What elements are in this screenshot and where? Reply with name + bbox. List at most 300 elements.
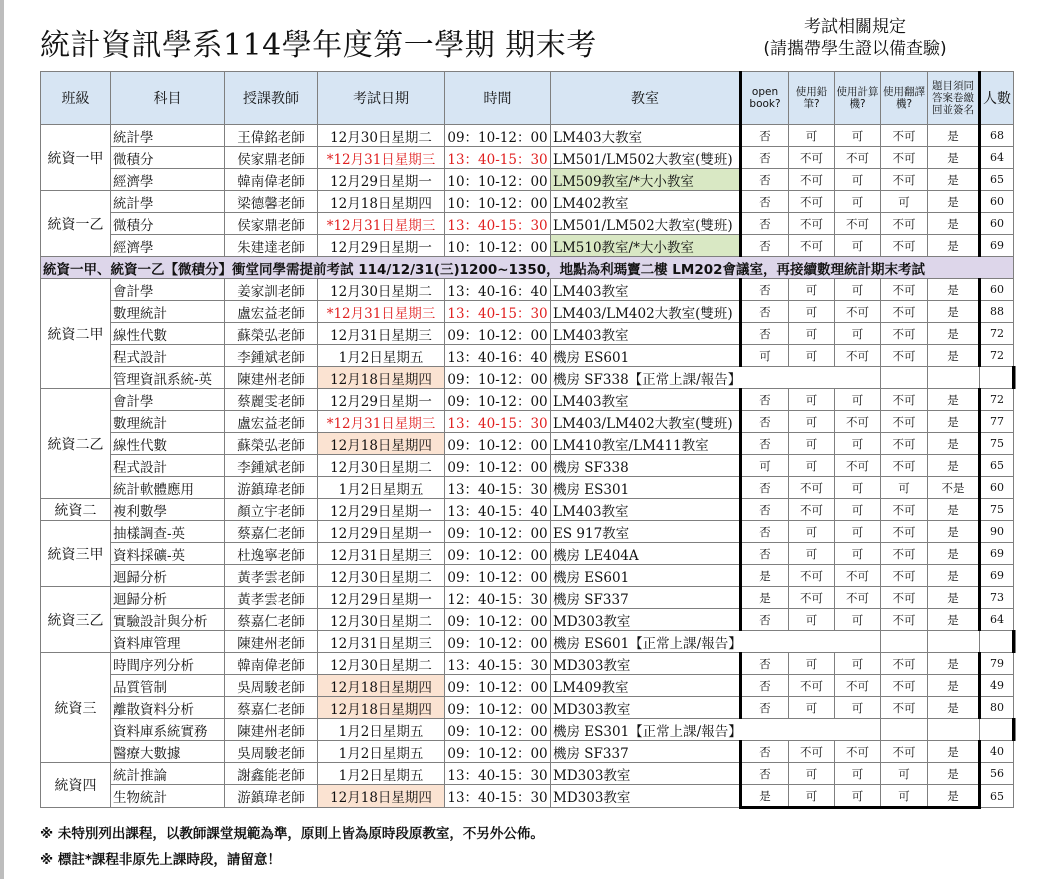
- date-cell: *12月31日星期三: [318, 301, 445, 323]
- count-cell: 64: [980, 147, 1014, 169]
- rule-cell: [980, 631, 1014, 653]
- teacher-cell: 侯家鼎老師: [225, 147, 318, 169]
- time-cell: 13：40-15：30: [445, 785, 551, 808]
- date-cell: *12月31日星期三: [318, 411, 445, 433]
- count-cell: 75: [980, 433, 1014, 455]
- rule-cell: [881, 631, 928, 653]
- date-cell: *12月31日星期三: [318, 147, 445, 169]
- translator-cell: 可: [881, 785, 928, 808]
- return-sign-cell: 是: [928, 125, 980, 147]
- table-row: [41, 543, 1016, 565]
- return-sign-cell: 是: [928, 565, 980, 587]
- subject-cell: 經濟學: [111, 235, 225, 257]
- calculator-cell: 可: [835, 785, 881, 808]
- calculator-cell: 可: [835, 499, 881, 521]
- room-cell: MD303教室: [551, 653, 741, 675]
- room-cell: 機房 LE404A: [551, 543, 741, 565]
- room-cell: LM403教室: [551, 389, 741, 411]
- count-cell: 65: [980, 785, 1014, 808]
- pencil-cell: 可: [789, 763, 835, 785]
- return-sign-cell: 是: [928, 609, 980, 631]
- date-cell: 12月18日星期四: [318, 191, 445, 213]
- count-cell: 72: [980, 345, 1014, 367]
- calculator-cell: 可: [835, 433, 881, 455]
- open-book-cell: 否: [741, 169, 789, 191]
- table-row: [41, 499, 1016, 521]
- open-book-cell: 否: [741, 609, 789, 631]
- teacher-cell: 韓南偉老師: [225, 653, 318, 675]
- translator-cell: 不可: [881, 455, 928, 477]
- room-cell: LM403/LM402大教室(雙班): [551, 411, 741, 433]
- time-cell: 09：10-12：00: [445, 741, 551, 763]
- translator-cell: 可: [881, 477, 928, 499]
- translator-cell: 不可: [881, 411, 928, 433]
- count-cell: 65: [980, 169, 1014, 191]
- calculator-cell: 不可: [835, 213, 881, 235]
- rule-cell: [980, 367, 1014, 389]
- class-cell: 統資三甲: [41, 521, 111, 587]
- table-row: [41, 367, 1016, 389]
- table-row: [41, 455, 1016, 477]
- table-row: [41, 609, 1016, 631]
- rules-header-line2: (請攜帶學生證以備查驗): [763, 39, 947, 59]
- table-row: [41, 301, 1016, 323]
- room-cell: LM410教室/LM411教室: [551, 433, 741, 455]
- room-cell: 機房 ES301: [551, 477, 741, 499]
- count-cell: [1014, 631, 1016, 653]
- pencil-cell: 不可: [789, 191, 835, 213]
- table-row: [41, 323, 1016, 345]
- time-cell: 09：10-12：00: [445, 125, 551, 147]
- translator-cell: 可: [881, 191, 928, 213]
- translator-cell: 可: [881, 763, 928, 785]
- teacher-cell: 黃孝雲老師: [225, 587, 318, 609]
- table-row: [41, 653, 1016, 675]
- calculator-cell: 可: [835, 125, 881, 147]
- class-cell: 統資一甲: [41, 125, 111, 191]
- count-cell: 77: [980, 411, 1014, 433]
- open-book-cell: 是: [741, 785, 789, 808]
- table-row: [41, 587, 1016, 609]
- table-body-first-year: [41, 125, 1016, 257]
- room-cell: MD303教室: [551, 609, 741, 631]
- time-cell: 13：40-15：30: [445, 411, 551, 433]
- return-sign-cell: 是: [928, 411, 980, 433]
- room-cell: LM510教室/*大小教室: [551, 235, 741, 257]
- pencil-cell: 可: [789, 411, 835, 433]
- pencil-cell: 不可: [789, 565, 835, 587]
- table-row: [41, 763, 1016, 785]
- subject-cell: 程式設計: [111, 345, 225, 367]
- translator-cell: 不可: [881, 169, 928, 191]
- translator-cell: 不可: [881, 565, 928, 587]
- date-cell: 12月31日星期三: [318, 323, 445, 345]
- translator-cell: 不可: [881, 521, 928, 543]
- room-cell: LM509教室/*大小教室: [551, 169, 741, 191]
- count-cell: 88: [980, 301, 1014, 323]
- pencil-cell: 可: [789, 323, 835, 345]
- calculator-cell: 不可: [835, 345, 881, 367]
- count-cell: 72: [980, 389, 1014, 411]
- subject-cell: 數理統計: [111, 301, 225, 323]
- calculator-cell: 不可: [835, 455, 881, 477]
- return-sign-cell: 是: [928, 653, 980, 675]
- table-row: [41, 785, 1016, 808]
- open-book-cell: 否: [741, 389, 789, 411]
- notice-row: [41, 257, 1016, 279]
- room-cell: LM403/LM402大教室(雙班): [551, 301, 741, 323]
- count-cell: 40: [980, 741, 1014, 763]
- calculator-cell: 不可: [835, 301, 881, 323]
- date-cell: 1月2日星期五: [318, 741, 445, 763]
- subject-cell: 統計學: [111, 191, 225, 213]
- calculator-cell: 可: [835, 191, 881, 213]
- date-cell: 12月18日星期四: [318, 433, 445, 455]
- exam-schedule-table: [40, 71, 1016, 809]
- time-cell: 09：10-12：00: [445, 697, 551, 719]
- date-cell: 12月31日星期三: [318, 543, 445, 565]
- table-row: [41, 411, 1016, 433]
- return-sign-cell: 是: [928, 147, 980, 169]
- open-book-cell: 否: [741, 301, 789, 323]
- calculator-cell: 不可: [835, 147, 881, 169]
- open-book-cell: 否: [741, 433, 789, 455]
- teacher-cell: 韓南偉老師: [225, 169, 318, 191]
- col-date: 考試日期: [318, 72, 445, 125]
- pencil-cell: 可: [789, 521, 835, 543]
- rule-cell: [928, 631, 980, 653]
- return-sign-cell: 是: [928, 213, 980, 235]
- translator-cell: 不可: [881, 675, 928, 697]
- return-sign-cell: 不是: [928, 477, 980, 499]
- count-cell: 60: [980, 213, 1014, 235]
- date-cell: 12月18日星期四: [318, 785, 445, 808]
- room-cell: LM501/LM502大教室(雙班): [551, 147, 741, 169]
- count-cell: 79: [980, 653, 1014, 675]
- count-cell: 90: [980, 521, 1014, 543]
- count-cell: 49: [980, 675, 1014, 697]
- table-row: [41, 477, 1016, 499]
- calculator-cell: 可: [835, 389, 881, 411]
- rule-cell: [881, 719, 928, 741]
- time-cell: 09：10-12：00: [445, 719, 551, 741]
- table-row: [41, 521, 1016, 543]
- time-cell: 13：40-15：30: [445, 477, 551, 499]
- open-book-cell: 否: [741, 653, 789, 675]
- subject-cell: 統計軟體應用: [111, 477, 225, 499]
- teacher-cell: 陳建州老師: [225, 719, 318, 741]
- teacher-cell: 梁德馨老師: [225, 191, 318, 213]
- translator-cell: 不可: [881, 499, 928, 521]
- subject-cell: 線性代數: [111, 433, 225, 455]
- translator-cell: 不可: [881, 235, 928, 257]
- room-cell: 機房 SF338【正常上課/報告】: [551, 367, 881, 389]
- teacher-cell: 蔡嘉仁老師: [225, 697, 318, 719]
- subject-cell: 會計學: [111, 279, 225, 301]
- time-cell: 09：10-12：00: [445, 389, 551, 411]
- pencil-cell: 不可: [789, 213, 835, 235]
- teacher-cell: 侯家鼎老師: [225, 213, 318, 235]
- time-cell: 13：40-16：40: [445, 279, 551, 301]
- open-book-cell: 否: [741, 477, 789, 499]
- table-row: [41, 675, 1016, 697]
- table-row: [41, 565, 1016, 587]
- calculator-cell: 不可: [835, 587, 881, 609]
- table-body-upper-years: [41, 279, 1016, 808]
- return-sign-cell: 是: [928, 169, 980, 191]
- count-cell: 65: [980, 455, 1014, 477]
- time-cell: 09：10-12：00: [445, 543, 551, 565]
- col-time: 時間: [445, 72, 551, 125]
- time-cell: 09：10-12：00: [445, 631, 551, 653]
- date-cell: 12月30日星期二: [318, 455, 445, 477]
- time-cell: 10：10-12：00: [445, 191, 551, 213]
- teacher-cell: 盧宏益老師: [225, 301, 318, 323]
- open-book-cell: 否: [741, 521, 789, 543]
- table-row: [41, 719, 1016, 741]
- return-sign-cell: 是: [928, 521, 980, 543]
- table-row: [41, 697, 1016, 719]
- calculator-cell: 可: [835, 609, 881, 631]
- rules-header: [733, 16, 977, 60]
- col-teacher: 授課教師: [225, 72, 318, 125]
- translator-cell: 不可: [881, 741, 928, 763]
- table-row: [41, 213, 1016, 235]
- open-book-cell: 否: [741, 191, 789, 213]
- left-edge-bar: [0, 0, 4, 879]
- time-cell: 09：10-12：00: [445, 323, 551, 345]
- time-cell: 13：40-16：40: [445, 345, 551, 367]
- subject-cell: 抽樣調查-英: [111, 521, 225, 543]
- open-book-cell: 否: [741, 499, 789, 521]
- notice-text: 統資一甲、統資一乙【微積分】衝堂同學需提前考試 114/12/31(三)1200~1350，地點為利瑪竇二樓 LM202會議室，再接續數理統計期末考試: [41, 257, 1014, 279]
- count-cell: 69: [980, 235, 1014, 257]
- class-cell: 統資四: [41, 763, 111, 808]
- count-cell: [1014, 367, 1016, 389]
- date-cell: 1月2日星期五: [318, 763, 445, 785]
- teacher-cell: 李鍾斌老師: [225, 345, 318, 367]
- room-cell: 機房 ES601【正常上課/報告】: [551, 631, 881, 653]
- room-cell: MD303教室: [551, 763, 741, 785]
- translator-cell: 不可: [881, 433, 928, 455]
- pencil-cell: 可: [789, 609, 835, 631]
- col-return-sign: 題目須同答案卷繳回並簽名: [928, 72, 980, 125]
- teacher-cell: 盧宏益老師: [225, 411, 318, 433]
- teacher-cell: 顏立宇老師: [225, 499, 318, 521]
- date-cell: *12月31日星期三: [318, 213, 445, 235]
- rule-cell: [881, 367, 928, 389]
- date-cell: 1月2日星期五: [318, 719, 445, 741]
- room-cell: 機房 ES301【正常上課/報告】: [551, 719, 881, 741]
- room-cell: 機房 ES601: [551, 565, 741, 587]
- time-cell: 09：10-12：00: [445, 565, 551, 587]
- calculator-cell: 可: [835, 235, 881, 257]
- subject-cell: 資料庫管理: [111, 631, 225, 653]
- translator-cell: 不可: [881, 345, 928, 367]
- rules-header-line1: 考試相關規定: [804, 17, 906, 37]
- teacher-cell: 黃孝雲老師: [225, 565, 318, 587]
- calculator-cell: 不可: [835, 741, 881, 763]
- open-book-cell: 否: [741, 675, 789, 697]
- calculator-cell: 不可: [835, 565, 881, 587]
- count-cell: 69: [980, 565, 1014, 587]
- date-cell: 12月30日星期二: [318, 565, 445, 587]
- date-cell: 12月29日星期一: [318, 587, 445, 609]
- pencil-cell: 不可: [789, 675, 835, 697]
- table-row: [41, 169, 1016, 191]
- date-cell: 12月18日星期四: [318, 697, 445, 719]
- room-cell: LM409教室: [551, 675, 741, 697]
- subject-cell: 迴歸分析: [111, 565, 225, 587]
- time-cell: 09：10-12：00: [445, 521, 551, 543]
- count-cell: 60: [980, 191, 1014, 213]
- calculator-cell: 可: [835, 697, 881, 719]
- teacher-cell: 姜家訓老師: [225, 279, 318, 301]
- calculator-cell: 可: [835, 521, 881, 543]
- count-cell: 73: [980, 587, 1014, 609]
- pencil-cell: 可: [789, 455, 835, 477]
- class-cell: 統資一乙: [41, 191, 111, 257]
- room-cell: LM403大教室: [551, 125, 741, 147]
- subject-cell: 微積分: [111, 213, 225, 235]
- room-cell: LM403教室: [551, 499, 741, 521]
- calculator-cell: 可: [835, 323, 881, 345]
- return-sign-cell: 是: [928, 301, 980, 323]
- time-cell: 09：10-12：00: [445, 455, 551, 477]
- translator-cell: 不可: [881, 301, 928, 323]
- footnote-2: ※ 標註*課程非原先上課時段，請留意！: [40, 852, 281, 868]
- teacher-cell: 吳周駿老師: [225, 675, 318, 697]
- count-cell: [1014, 719, 1016, 741]
- date-cell: 12月29日星期一: [318, 169, 445, 191]
- date-cell: 12月29日星期一: [318, 235, 445, 257]
- teacher-cell: 王偉銘老師: [225, 125, 318, 147]
- subject-cell: 線性代數: [111, 323, 225, 345]
- translator-cell: 不可: [881, 543, 928, 565]
- col-class: 班級: [41, 72, 111, 125]
- teacher-cell: 李鍾斌老師: [225, 455, 318, 477]
- return-sign-cell: 是: [928, 697, 980, 719]
- open-book-cell: 否: [741, 323, 789, 345]
- return-sign-cell: 是: [928, 455, 980, 477]
- teacher-cell: 蔡麗雯老師: [225, 389, 318, 411]
- subject-cell: 實驗設計與分析: [111, 609, 225, 631]
- time-cell: 13：40-15：30: [445, 147, 551, 169]
- time-cell: 13：40-15：40: [445, 499, 551, 521]
- calculator-cell: 可: [835, 169, 881, 191]
- pencil-cell: 可: [789, 543, 835, 565]
- pencil-cell: 可: [789, 345, 835, 367]
- translator-cell: 不可: [881, 389, 928, 411]
- teacher-cell: 蘇榮弘老師: [225, 323, 318, 345]
- open-book-cell: 是: [741, 587, 789, 609]
- count-cell: 60: [980, 477, 1014, 499]
- subject-cell: 統計學: [111, 125, 225, 147]
- teacher-cell: 蔡嘉仁老師: [225, 609, 318, 631]
- count-cell: 75: [980, 499, 1014, 521]
- subject-cell: 醫療大數據: [111, 741, 225, 763]
- time-cell: 13：40-15：30: [445, 653, 551, 675]
- subject-cell: 品質管制: [111, 675, 225, 697]
- return-sign-cell: 是: [928, 235, 980, 257]
- return-sign-cell: 是: [928, 499, 980, 521]
- teacher-cell: 蘇榮弘老師: [225, 433, 318, 455]
- count-cell: 72: [980, 323, 1014, 345]
- count-cell: 69: [980, 543, 1014, 565]
- rule-cell: [980, 719, 1014, 741]
- return-sign-cell: 是: [928, 191, 980, 213]
- return-sign-cell: 是: [928, 279, 980, 301]
- time-cell: 09：10-12：00: [445, 433, 551, 455]
- time-cell: 12：40-15：30: [445, 587, 551, 609]
- col-translator: 使用翻譯機?: [881, 72, 928, 125]
- room-cell: 機房 SF338: [551, 455, 741, 477]
- teacher-cell: 吳周駿老師: [225, 741, 318, 763]
- time-cell: 10：10-12：00: [445, 169, 551, 191]
- room-cell: LM501/LM502大教室(雙班): [551, 213, 741, 235]
- open-book-cell: 否: [741, 279, 789, 301]
- pencil-cell: 不可: [789, 147, 835, 169]
- table-row: [41, 433, 1016, 455]
- teacher-cell: 游鎮瑋老師: [225, 785, 318, 808]
- calculator-cell: 可: [835, 543, 881, 565]
- return-sign-cell: 是: [928, 587, 980, 609]
- open-book-cell: 否: [741, 147, 789, 169]
- translator-cell: 不可: [881, 213, 928, 235]
- subject-cell: 經濟學: [111, 169, 225, 191]
- teacher-cell: 杜逸寧老師: [225, 543, 318, 565]
- time-cell: 09：10-12：00: [445, 367, 551, 389]
- teacher-cell: 朱建達老師: [225, 235, 318, 257]
- table-row: [41, 345, 1016, 367]
- calculator-cell: 可: [835, 477, 881, 499]
- return-sign-cell: 是: [928, 345, 980, 367]
- room-cell: 機房 SF337: [551, 741, 741, 763]
- class-cell: 統資二乙: [41, 389, 111, 499]
- open-book-cell: 否: [741, 741, 789, 763]
- count-cell: 56: [980, 763, 1014, 785]
- pencil-cell: 不可: [789, 477, 835, 499]
- time-cell: 09：10-12：00: [445, 675, 551, 697]
- time-cell: 10：10-12：00: [445, 235, 551, 257]
- teacher-cell: 謝鑫能老師: [225, 763, 318, 785]
- time-cell: 13：40-15：30: [445, 213, 551, 235]
- return-sign-cell: 是: [928, 389, 980, 411]
- date-cell: 1月2日星期五: [318, 345, 445, 367]
- date-cell: 12月30日星期二: [318, 279, 445, 301]
- translator-cell: 不可: [881, 697, 928, 719]
- table-row: [41, 235, 1016, 257]
- return-sign-cell: 是: [928, 323, 980, 345]
- count-cell: 80: [980, 697, 1014, 719]
- count-cell: 64: [980, 609, 1014, 631]
- pencil-cell: 可: [789, 433, 835, 455]
- translator-cell: 不可: [881, 653, 928, 675]
- subject-cell: 生物統計: [111, 785, 225, 808]
- time-cell: 13：40-15：30: [445, 763, 551, 785]
- room-cell: MD303教室: [551, 785, 741, 808]
- open-book-cell: 可: [741, 455, 789, 477]
- pencil-cell: 不可: [789, 741, 835, 763]
- calculator-cell: 不可: [835, 675, 881, 697]
- table-row: [41, 147, 1016, 169]
- subject-cell: 時間序列分析: [111, 653, 225, 675]
- calculator-cell: 可: [835, 653, 881, 675]
- exam-table-wrap: [40, 71, 1016, 809]
- open-book-cell: 否: [741, 411, 789, 433]
- date-cell: 12月29日星期一: [318, 389, 445, 411]
- pencil-cell: 不可: [789, 235, 835, 257]
